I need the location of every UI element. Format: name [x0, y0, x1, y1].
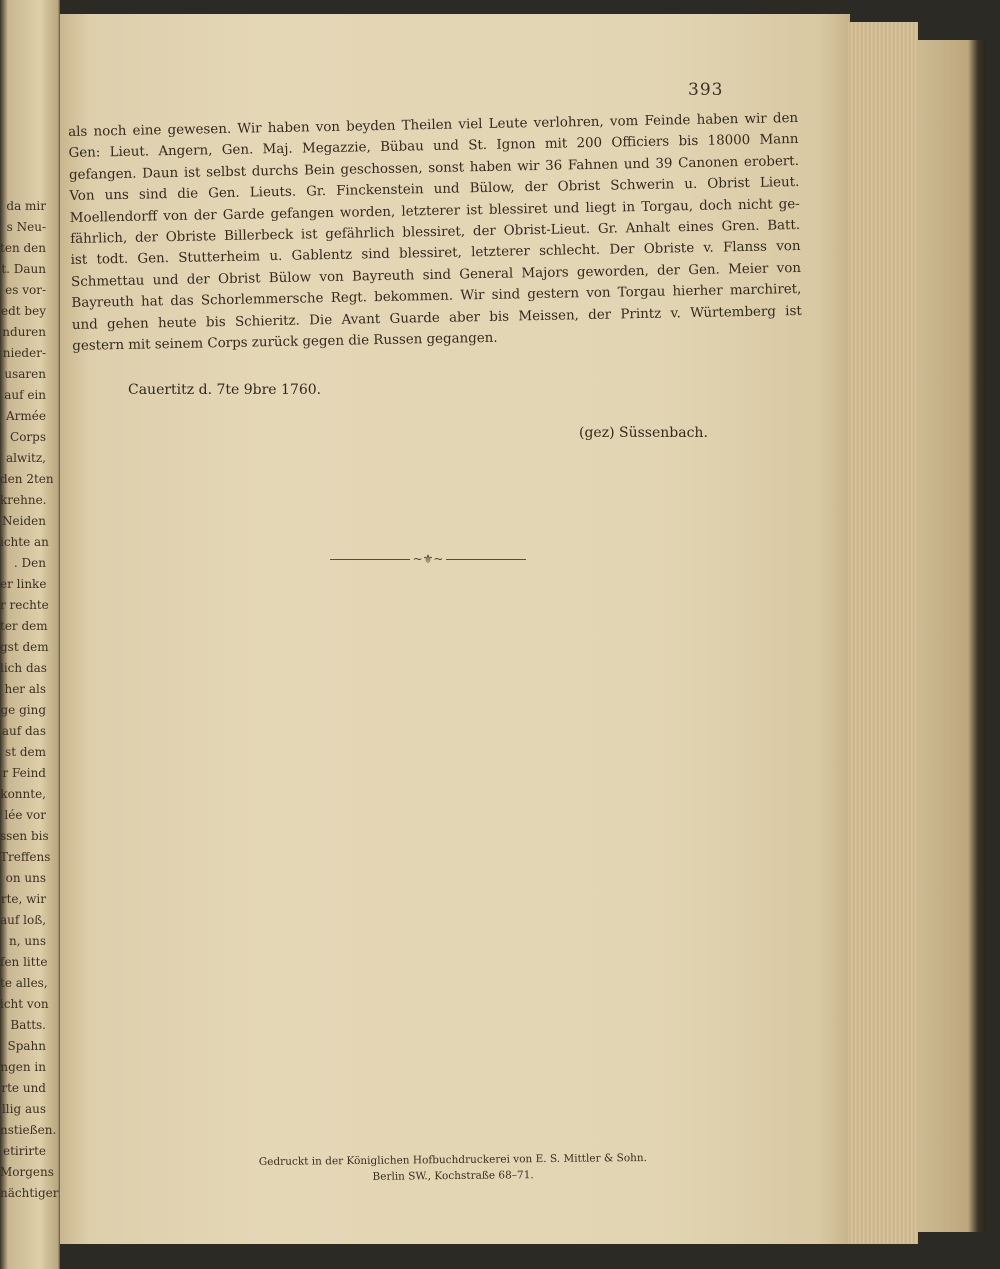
left-page-fragment: den 2ten: [0, 472, 54, 486]
left-page-fragment: auf ein: [4, 388, 46, 402]
left-page-fragment: r Feind: [2, 766, 46, 780]
body-line: gestern mit seinem Corps zurück gegen die Russen gegangen.: [72, 330, 498, 355]
left-page-fragment: . Den: [13, 556, 46, 570]
page-number: 393: [688, 80, 724, 100]
left-page-fragment: fen litte: [0, 955, 48, 969]
left-page-fragment: usaren: [4, 367, 46, 381]
body-line: gefangen. Daun ist selbst durchs Bein geschossen, sonst haben wir 36 Fahnen und 39 Canonen erobert.: [68, 153, 800, 183]
left-page-fragment: ssen bis: [0, 829, 49, 843]
imprint-line-1: Gedruckt in der Königlichen Hofbuchdruckerei von E. S. Mittler & Sohn.: [258, 1151, 648, 1169]
printer-imprint: [218, 1150, 688, 1187]
left-page-fragment: ge ging: [0, 703, 46, 717]
left-page-text-fragments: [0, 196, 59, 1204]
left-page-fragment: ten den: [0, 241, 46, 255]
left-page-fragment: nduren: [2, 325, 46, 339]
left-page-fragment: r rechte: [0, 598, 49, 612]
left-page-fragment: Neiden: [2, 514, 46, 528]
left-page-fragment: konnte,: [0, 787, 46, 801]
left-page-fragment: gst dem: [0, 640, 49, 654]
left-page-fragment: krehne.: [0, 493, 47, 507]
left-page-fragment: her als: [4, 682, 46, 696]
left-page-fragment: da mir: [6, 199, 46, 213]
page-edges: [848, 22, 918, 1244]
body-line: Von uns sind die Gen. Lieuts. Gr. Finckenstein und Bülow, der Obrist Schwerin u. Obrist Lieut.: [69, 175, 800, 205]
section-ornament: [330, 552, 526, 566]
body-line: Bayreuth hat das Schorlemmersche Regt. bekommen. Wir sind gestern von Torgau hierher marchiret,: [71, 282, 802, 312]
left-page-fragment: ter dem: [0, 619, 48, 633]
body-line: Moellendorff von der Garde gefangen worden, letzterer ist blessiret und liegt in Torgau, doch nicht ge-: [69, 196, 800, 226]
left-page-fragment: lée vor: [4, 808, 46, 822]
left-page-fragment: Treffens: [0, 850, 51, 864]
left-page-fragment: llig aus: [1, 1102, 46, 1116]
body-line: Gen: Lieut. Angern, Gen. Maj. Megazzie, Bübau und St. Ignon mit 200 Officiers bis 18000 Mann: [68, 132, 799, 162]
left-page-fragment: te alles,: [0, 976, 48, 990]
body-line: Schmettau und der Obrist Bülow von Bayreuth sind General Majors geworden, der Gen. Meier von: [70, 260, 802, 290]
letter-body: [68, 108, 802, 357]
left-page-fragment: auf loß,: [0, 913, 47, 927]
ornament-rule-right: [446, 559, 526, 560]
left-page-fragment: Armée: [6, 409, 46, 423]
left-page-fragment: s Neu-: [6, 220, 46, 234]
left-page-fragment: on uns: [5, 871, 46, 885]
left-page-fragment: nächtiger: [0, 1186, 59, 1200]
left-page-fragment: n, uns: [9, 934, 46, 948]
left-page-fragment: Corps: [10, 430, 46, 444]
left-page-fragment: ngen in: [0, 1060, 46, 1074]
left-page-fragment: nieder-: [2, 346, 46, 360]
left-page-fragment: Batts.: [10, 1018, 46, 1032]
left-page-fragment: edt bey: [1, 304, 46, 318]
left-page-fragment: etirirte: [3, 1144, 46, 1158]
ornament-icon: ~⚜~: [412, 552, 444, 566]
body-line: und gehen heute bis Schieritz. Die Avant Guarde aber bis Meissen, der Printz v. Würtemberg ist: [71, 303, 802, 333]
left-page-fragment: auf das: [1, 724, 46, 738]
left-page-fragment: alwitz,: [5, 451, 46, 465]
left-page-fragment: nstießen.: [0, 1123, 57, 1137]
left-page-fragment: rte, wir: [0, 892, 46, 906]
ornament-rule-left: [330, 559, 410, 560]
body-line: ist todt. Gen. Stutterheim u. Gablentz sind blessiret, letzterer schlecht. Der Obriste v. Flanss von: [70, 239, 801, 269]
left-page-fragment: icht von: [0, 997, 49, 1011]
signature: (gez) Süssenbach.: [579, 425, 708, 441]
left-page-fragment: Morgens: [0, 1165, 54, 1179]
left-page-fragment: t. Daun: [1, 262, 46, 276]
dateline: Cauertitz d. 7te 9bre 1760.: [128, 382, 322, 398]
left-page-fragment: es vor-: [5, 283, 46, 297]
left-page-fragment: st dem: [5, 745, 46, 759]
left-page-fragment: rte und: [1, 1081, 46, 1095]
imprint-line-2: Berlin SW., Kochstraße 68–71.: [372, 1169, 534, 1183]
body-line: als noch eine gewesen. Wir haben von beyden Theilen viel Leute verlohren, vom Feinde haben wir den: [68, 110, 799, 140]
left-page-fragment: er linke: [0, 577, 47, 591]
book-cover-edge: [918, 40, 986, 1232]
left-page-fragment: Spahn: [7, 1039, 46, 1053]
left-page-fragment: ichte an: [0, 535, 49, 549]
body-line: fährlich, der Obriste Billerbeck ist gefährlich blessiret, der Obrist-Lieut. Gr. Anhalt eines Gren. Batt.: [70, 217, 801, 248]
left-page-fragment: lich das: [0, 661, 47, 675]
